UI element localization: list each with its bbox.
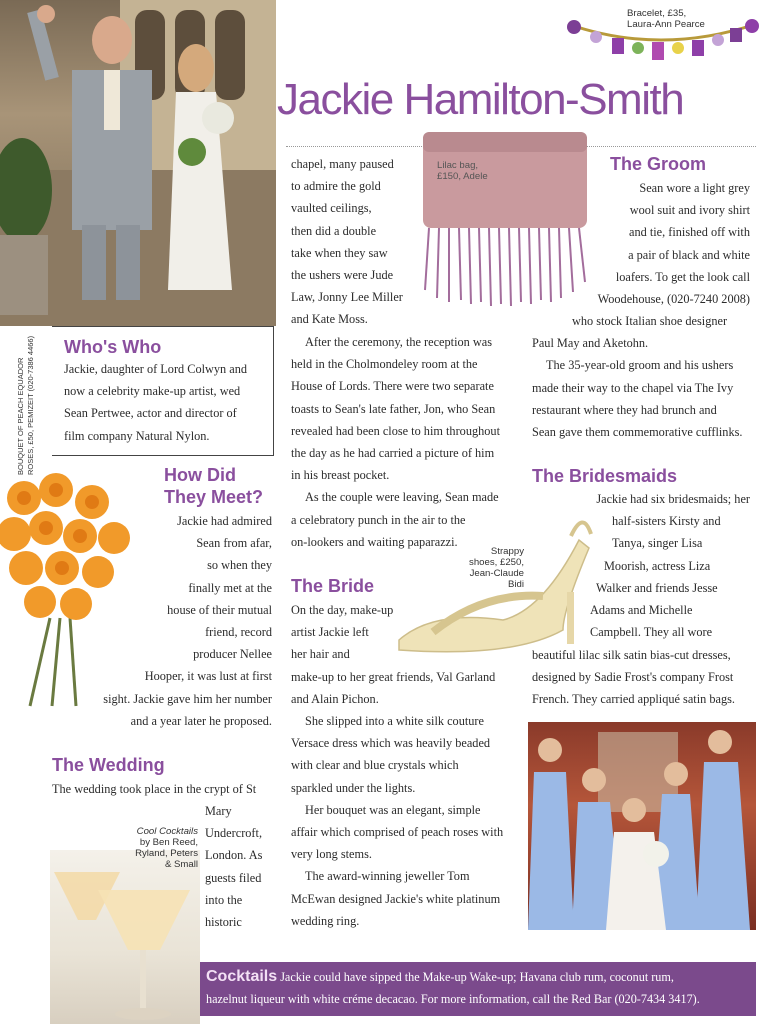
text-line: Hooper, it was lust at first — [144, 669, 272, 684]
text-line: sparkled under the lights. — [291, 780, 416, 795]
cocktails-text-2: hazelnut liqueur with white créme decacao. For more information, call the Red Bar (020-7434 3417). — [206, 992, 700, 1006]
caption-line: & Small — [164, 859, 198, 870]
text-line: and a year later he proposed. — [130, 713, 272, 728]
text-line: Undercroft, — [205, 826, 263, 841]
text-line: London. As — [205, 848, 263, 863]
heading-line: They Meet? — [164, 487, 264, 507]
text-line: finally met at the — [188, 580, 272, 595]
text-line: Sean gave them commemorative cufflinks. — [532, 425, 743, 440]
wedding-heading: The Wedding — [52, 755, 165, 775]
text-line: so when they — [207, 558, 272, 573]
text-line: in his breast pocket. — [291, 468, 390, 483]
text-line: As the couple were leaving, Sean made — [305, 490, 499, 505]
groom-body-a — [560, 177, 750, 310]
text-line: Jackie, daughter of Lord Colwyn and — [64, 362, 248, 376]
text-line: Walker and friends Jesse — [596, 580, 718, 595]
caption-line: shoes, £250, — [469, 557, 524, 568]
cocktails-text-1: Jackie could have sipped the Make-up Wake-up; Havana club rum, coconut rum, — [280, 970, 674, 984]
heading-line: How Did — [164, 465, 236, 485]
text-line: and tie, finished off with — [628, 225, 750, 240]
text-line: Woodehouse, (020-7240 2008) — [597, 292, 750, 307]
text-line: take when they saw — [291, 245, 388, 260]
text-line — [206, 966, 754, 988]
text-line: guests filed — [205, 870, 262, 885]
text-line: affair which comprised of peach roses with — [291, 825, 504, 840]
text-line: Paul May and Aketohn. — [532, 336, 649, 351]
text-line: on-lookers and waiting paparazzi. — [291, 534, 458, 549]
cocktails-text — [206, 966, 754, 1010]
text-line: and Kate Moss. — [291, 312, 368, 327]
text-line: She slipped into a white silk couture — [305, 714, 484, 729]
cocktails-book-caption — [110, 826, 198, 870]
how-did-heading — [164, 464, 263, 508]
text-line: very long stems. — [291, 847, 372, 862]
text-line: made their way to the chapel via The Ivy — [532, 380, 734, 395]
groom-heading: The Groom — [610, 154, 707, 174]
bouquet-side-caption: BOUQUET OF PEACH EQUADOR ROSES, £50, PEMIZEIT (020-7386 4466) — [16, 335, 35, 475]
bride-body-a — [291, 599, 503, 932]
text-line: Tanya, singer Lisa — [612, 536, 703, 551]
text-line: The award-winning jeweller Tom — [305, 869, 470, 884]
text-line: revealed had been close to him throughout — [291, 423, 500, 438]
cocktails-heading: Cocktails — [206, 968, 278, 985]
text-line: her hair and — [291, 647, 350, 662]
text-line: Versace dress which was heavily beaded — [291, 736, 491, 751]
text-line: Mary — [205, 804, 232, 818]
bag-caption — [437, 160, 488, 182]
text-line: the day as he had carried a picture of him — [291, 446, 495, 461]
text-line: who stock Italian shoe designer — [572, 314, 728, 328]
bridesmaids-heading: The Bridesmaids — [532, 466, 678, 486]
text-line: Adams and Michelle — [590, 603, 693, 618]
text-line: and Alain Pichon. — [291, 691, 379, 706]
middle-column-a — [291, 153, 403, 331]
text-line: producer Nellee — [193, 647, 272, 662]
text-line: Her bouquet was an elegant, simple — [305, 802, 481, 817]
caption-line: Cool Cocktails — [136, 826, 198, 837]
text-line: Sean Pertwee, actor and director of — [64, 406, 237, 421]
text-line: restaurant where they had brunch and — [532, 402, 717, 417]
bridesmaids-body-a — [580, 488, 750, 643]
bridesmaids-body-b — [532, 644, 735, 711]
whos-who-heading: Who's Who — [64, 337, 162, 357]
cocktail-illustration — [50, 850, 200, 1024]
caption-line: by Ben Reed, — [139, 837, 198, 848]
text-line: friend, record — [205, 625, 272, 640]
text-line: designed by Sadie Frost's company Frost — [532, 670, 734, 685]
wedding-line-first: The wedding took place in the crypt of St — [52, 782, 257, 796]
text-line: toasts to Sean's late father, Jon, who Sean — [291, 401, 496, 416]
caption-line: Laura-Ann Pearce — [627, 19, 705, 30]
text-line: Moorish, actress Liza — [604, 558, 711, 573]
text-line: After the ceremony, the reception was — [305, 335, 492, 349]
caption-line: Ryland, Peters — [135, 848, 198, 859]
text-line: Jackie had admired — [177, 514, 272, 528]
text-line: loafers. To get the look call — [615, 269, 750, 284]
text-line: historic — [205, 915, 242, 930]
caption-line: Bidi — [508, 579, 524, 590]
bride-heading: The Bride — [291, 576, 375, 596]
page-title: Jackie Hamilton-Smith — [277, 75, 684, 124]
caption-line: Strappy — [490, 546, 524, 557]
caption-line: Bracelet, £35, — [627, 8, 687, 19]
text-line: Jackie had six bridesmaids; her — [596, 492, 750, 506]
caption-line: Jean-Claude — [469, 568, 524, 579]
text-line: with clear and blue crystals which — [291, 758, 459, 773]
text-line: Campbell. They all wore — [590, 625, 713, 640]
how-did-body — [60, 510, 272, 732]
text-line: On the day, make-up — [291, 603, 394, 617]
caption-line: £150, Adele — [437, 171, 488, 182]
text-line: half-sisters Kirsty and — [612, 514, 721, 529]
cocktail-photo — [50, 850, 200, 1024]
text-line: chapel, many paused — [291, 157, 394, 171]
text-line: to admire the gold — [291, 179, 381, 194]
text-line: film company Natural Nylon. — [64, 428, 210, 443]
text-line: Sean from afar, — [196, 536, 272, 551]
text-line: beautiful lilac silk satin bias-cut dresses, — [532, 648, 731, 662]
text-line: now a celebrity make-up artist, wed — [64, 384, 241, 399]
caption-line: Lilac bag, — [437, 160, 479, 171]
wedding-body — [205, 800, 262, 933]
text-line: into the — [205, 892, 243, 907]
bracelet-caption — [627, 8, 705, 30]
bridesmaids-illustration — [528, 722, 756, 930]
text-line: make-up to her great friends, Val Garland — [291, 669, 496, 684]
text-line: The 35-year-old groom and his ushers — [546, 358, 734, 373]
text-line: Sean wore a light grey — [639, 181, 750, 195]
text-line: McEwan designed Jackie's white platinum — [291, 891, 501, 906]
whos-who-body — [64, 358, 247, 447]
groom-body-b — [532, 310, 742, 443]
text-line: wool suit and ivory shirt — [629, 203, 750, 218]
couple-illustration — [0, 0, 276, 326]
text-line: sight. Jackie gave him her number — [103, 691, 272, 706]
text-line: French. They carried appliqué satin bags. — [532, 692, 735, 707]
text-line: artist Jackie left — [291, 625, 369, 640]
text-line: held in the Cholmondeley room at the — [291, 357, 478, 372]
text-line: Law, Jonny Lee Miller — [291, 290, 403, 305]
text-line: House of Lords. There were two separate — [291, 379, 494, 394]
shoe-caption — [436, 546, 524, 590]
couple-photo — [0, 0, 276, 326]
text-line: the ushers were Jude — [291, 268, 394, 283]
bridesmaids-photo — [528, 722, 756, 930]
text-line: then did a double — [291, 223, 377, 238]
text-line: a celebratory punch in the air to the — [291, 512, 466, 527]
text-line: a pair of black and white — [628, 247, 750, 262]
text-line: vaulted ceilings, — [291, 201, 372, 216]
text-line: house of their mutual — [167, 602, 272, 617]
text-line: wedding ring. — [291, 913, 360, 928]
